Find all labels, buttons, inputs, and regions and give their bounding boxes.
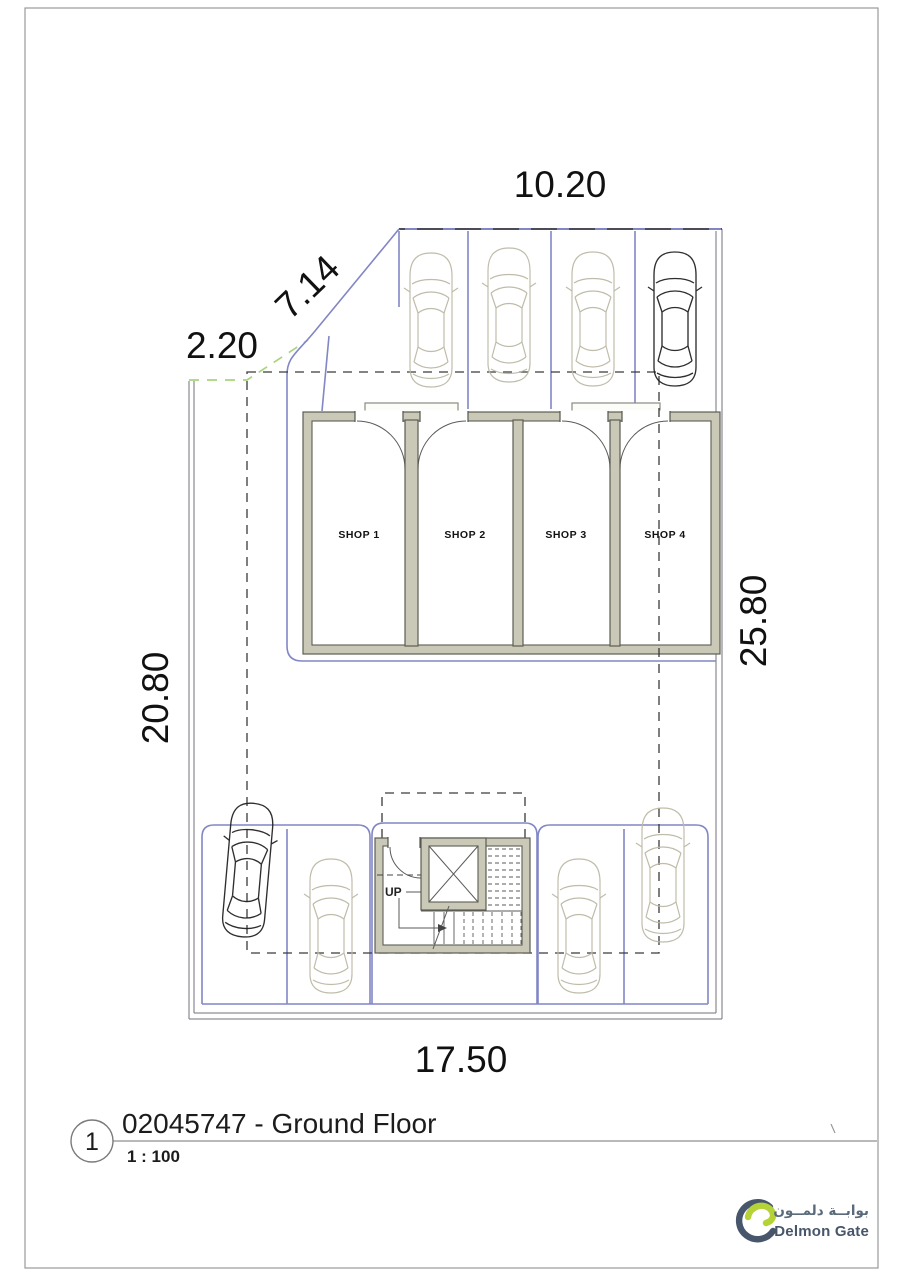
car-icon	[215, 801, 280, 939]
shop1-label: SHOP 1	[338, 529, 380, 541]
shop3-label: SHOP 3	[545, 529, 587, 541]
wall-shop3-shop4	[610, 420, 620, 646]
logo-english-text: Delmon Gate	[774, 1223, 869, 1240]
dim-diagonal: 7.14	[267, 247, 348, 327]
shops-block	[303, 403, 720, 654]
delmon-gate-logo-mark	[739, 1202, 773, 1239]
dim-left: 20.80	[135, 651, 176, 745]
drawing-scale: 1 : 100	[127, 1147, 180, 1166]
dim-bottom: 17.50	[414, 1039, 508, 1080]
sheet-number: 1	[85, 1128, 99, 1156]
wall-shop1-shop2	[405, 420, 418, 646]
car-icon	[404, 253, 458, 387]
car-icon	[636, 808, 690, 942]
dim-right: 25.80	[733, 574, 774, 668]
car-icon	[482, 248, 536, 382]
canopy-dashed-outline	[382, 793, 525, 838]
shop4-label: SHOP 4	[644, 529, 686, 541]
car-icon	[552, 859, 606, 993]
elevator-icon	[421, 838, 486, 910]
wall-shop2-shop3	[513, 420, 523, 646]
dim-setback: 2.20	[185, 325, 259, 366]
title-block	[71, 1108, 877, 1166]
dim-top: 10.20	[513, 164, 607, 205]
stair-up-label: UP	[385, 885, 402, 899]
car-icon	[648, 252, 702, 386]
stray-mark	[831, 1124, 835, 1133]
shop2-label: SHOP 2	[444, 529, 486, 541]
car-icon	[304, 859, 358, 993]
car-icon	[566, 252, 620, 386]
logo-arabic-text: بوابــة دلمــون	[773, 1203, 869, 1219]
stair-core	[375, 793, 530, 953]
delmon-gate-logo	[739, 1202, 869, 1240]
drawing-title: 02045747 - Ground Floor	[122, 1108, 437, 1139]
